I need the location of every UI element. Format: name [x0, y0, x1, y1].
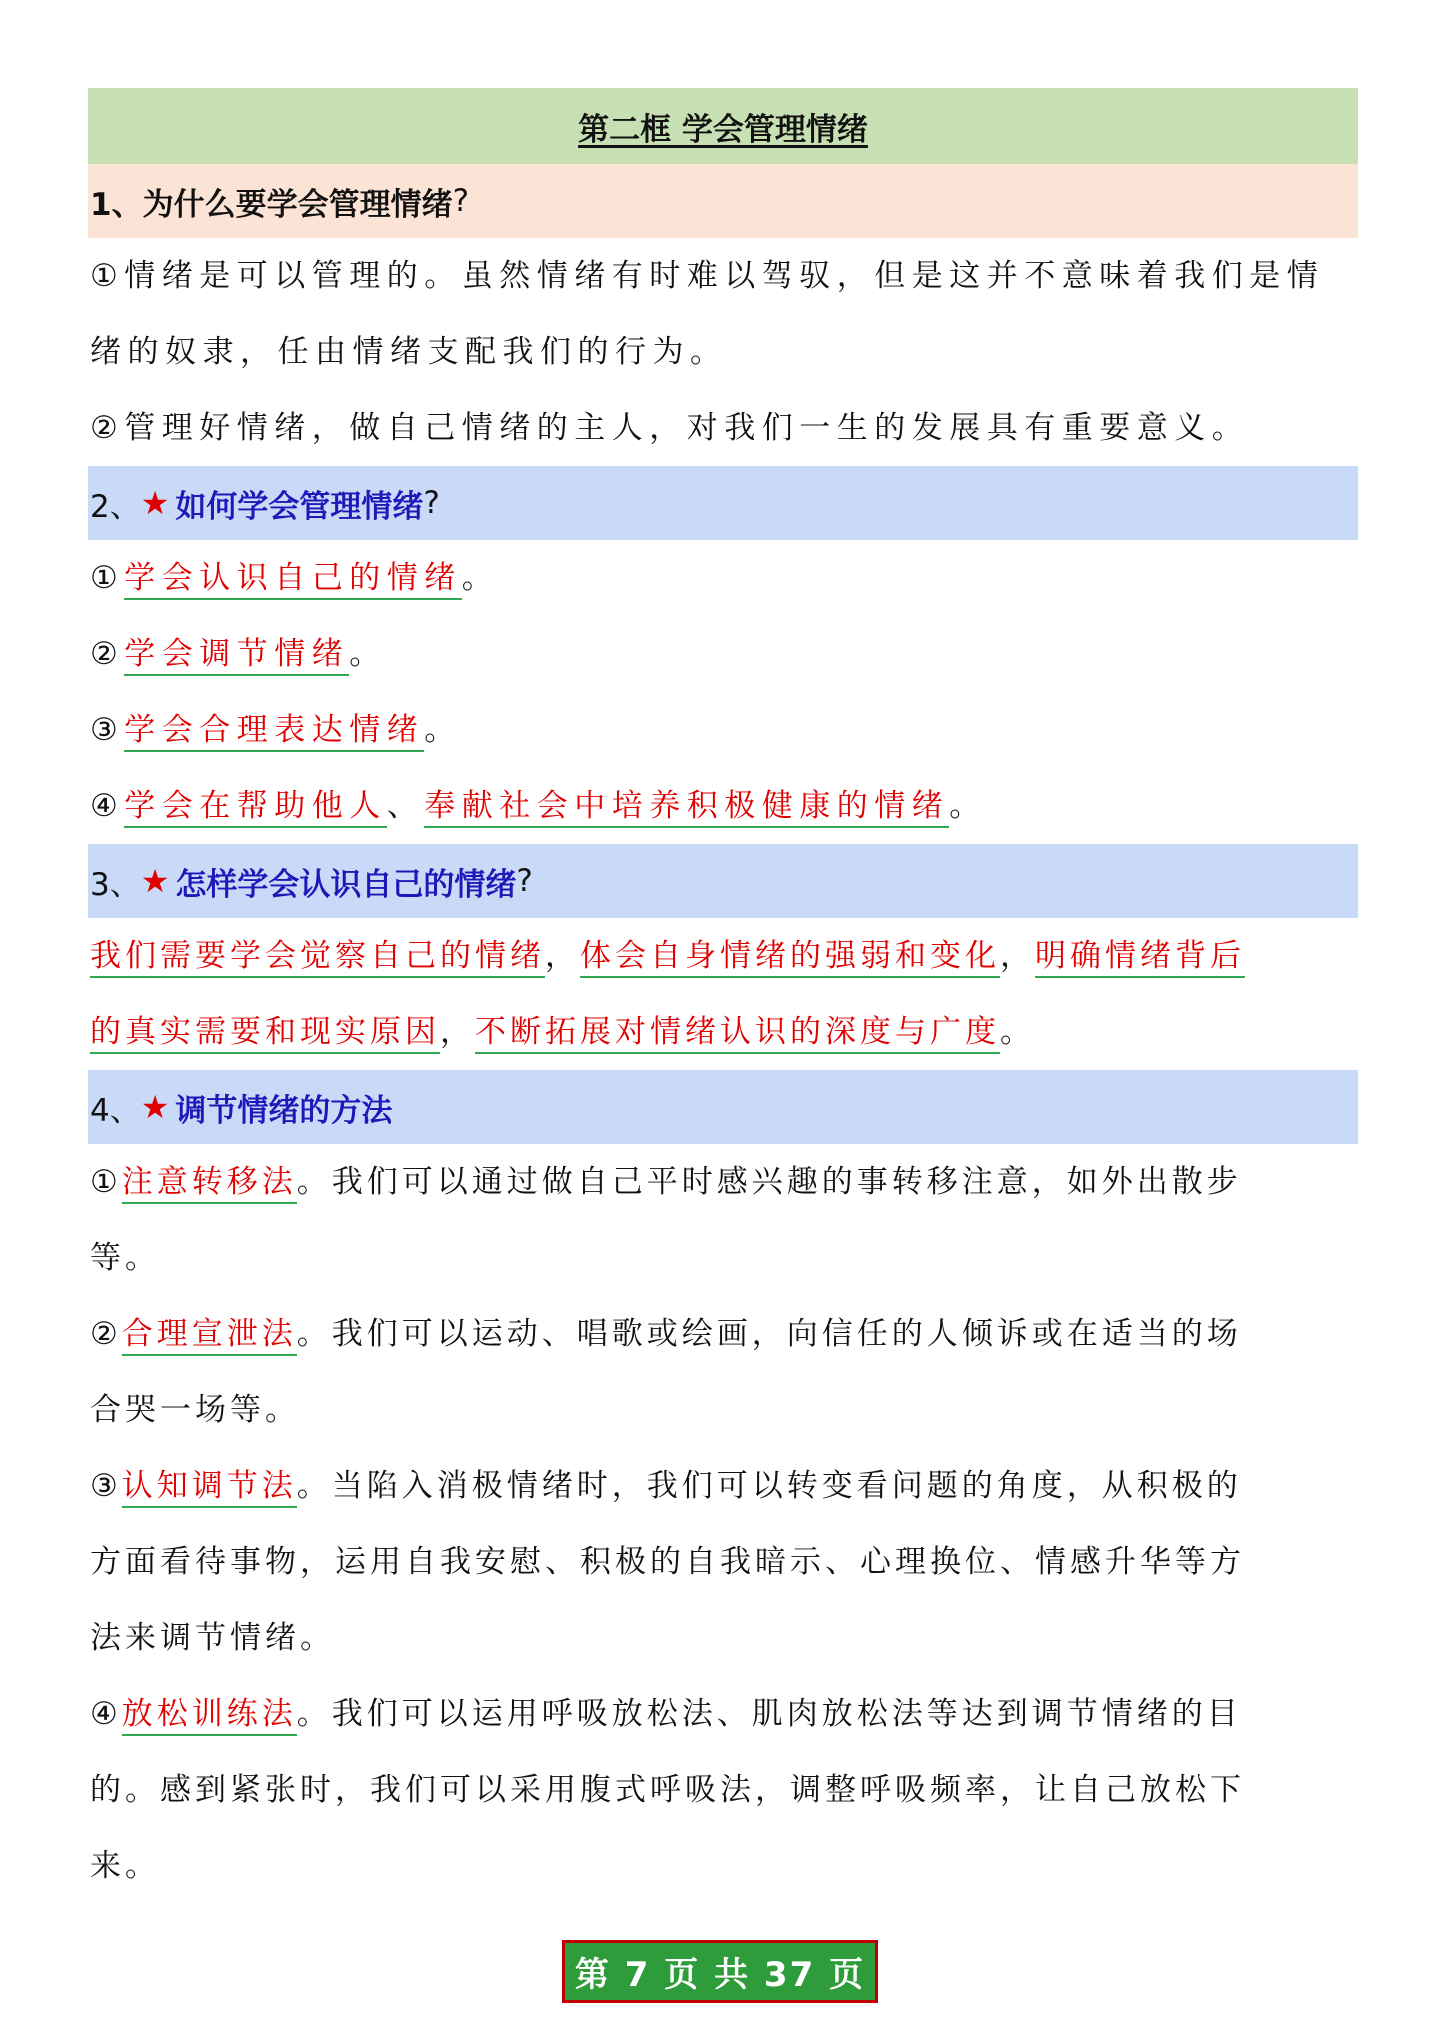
star-icon: ★ [140, 1088, 170, 1126]
key-point: 明确情绪背后 [1035, 938, 1245, 978]
method-4-cont: 的。感到紧张时，我们可以采用腹式呼吸法，调整呼吸频率，让自己放松下 [90, 1772, 1245, 1808]
question-number: 4、 [90, 1092, 141, 1129]
key-point: 奉献社会中培养积极健康的情绪 [424, 788, 949, 828]
section-title-bar [88, 88, 1358, 164]
question-1-header [88, 164, 1358, 238]
method-description: 。我们可以通过做自己平时感兴趣的事转移注意，如外出散步 [296, 1164, 1242, 1200]
punctuation: ， [440, 1014, 475, 1050]
item-marker: ② [90, 636, 125, 672]
method-name: 认知调节法 [122, 1468, 297, 1508]
answer-3-line [88, 994, 1358, 1070]
key-point: 不断拓展对情绪认识的深度与广度 [475, 1014, 1000, 1054]
key-point: 体会自身情绪的强弱和变化 [580, 938, 1000, 978]
method-description: 。我们可以运用呼吸放松法、肌肉放松法等达到调节情绪的目 [296, 1696, 1242, 1732]
method-name: 合理宣泄法 [122, 1316, 297, 1356]
answer-1-line: 绪的奴隶，任由情绪支配我们的行为。 [90, 334, 728, 370]
answer-2-item [88, 540, 1358, 616]
question-4-header [88, 1070, 1358, 1144]
question-mark: ? [423, 485, 440, 521]
punctuation: 、 [386, 788, 425, 824]
method-3 [88, 1448, 1358, 1524]
answer-3-line [88, 918, 1358, 994]
punctuation: ， [1000, 938, 1035, 974]
punctuation: 。 [1000, 1014, 1035, 1050]
answer-1-line: ②管理好情绪，做自己情绪的主人，对我们一生的发展具有重要意义。 [90, 410, 1250, 446]
question-number: 3、 [90, 866, 141, 903]
key-point: 我们需要学会觉察自己的情绪 [90, 938, 545, 978]
method-2 [88, 1296, 1358, 1372]
method-description: 。当陷入消极情绪时，我们可以转变看问题的角度，从积极的 [296, 1468, 1242, 1504]
item-marker: ① [90, 1164, 122, 1200]
page-footer [0, 1940, 1440, 2003]
question-mark: ? [452, 183, 470, 219]
punctuation: 。 [349, 636, 387, 672]
question-2-header [88, 466, 1358, 540]
punctuation: ， [545, 938, 580, 974]
item-marker: ④ [90, 788, 125, 824]
method-name: 放松训练法 [122, 1696, 297, 1736]
section-title: 第二框 学会管理情绪 [578, 111, 868, 148]
star-icon: ★ [140, 484, 170, 522]
question-mark: ? [516, 863, 533, 899]
item-marker: ③ [90, 1468, 122, 1504]
key-point: 学会合理表达情绪 [124, 712, 424, 752]
punctuation: 。 [424, 712, 462, 748]
question-1-text: 1、为什么要学会管理情绪 [90, 186, 453, 223]
method-1 [88, 1144, 1358, 1220]
question-number: 2、 [90, 488, 141, 525]
answer-2-item [88, 768, 1358, 844]
question-4-text: 调节情绪的方法 [175, 1092, 393, 1129]
item-marker: ③ [90, 712, 125, 748]
item-marker: ④ [90, 1696, 122, 1732]
question-3-text: 怎样学会认识自己的情绪 [175, 866, 517, 903]
method-3-cont: 方面看待事物，运用自我安慰、积极的自我暗示、心理换位、情感升华等方 [90, 1544, 1245, 1580]
key-point: 学会在帮助他人 [124, 788, 387, 828]
method-3-cont: 法来调节情绪。 [90, 1620, 335, 1656]
method-4 [88, 1676, 1358, 1752]
star-icon: ★ [140, 862, 170, 900]
answer-2-item [88, 692, 1358, 768]
method-1-cont: 等。 [90, 1240, 160, 1276]
key-point: 学会调节情绪 [124, 636, 349, 676]
question-2-text: 如何学会管理情绪 [175, 488, 424, 525]
punctuation: 。 [461, 560, 500, 596]
page-content [88, 88, 1358, 1904]
key-point: 的真实需要和现实原因 [90, 1014, 440, 1054]
punctuation: 。 [949, 788, 987, 824]
answer-2-item [88, 616, 1358, 692]
method-4-cont: 来。 [90, 1848, 160, 1884]
question-3-header [88, 844, 1358, 918]
item-marker: ② [90, 1316, 122, 1352]
method-description: 。我们可以运动、唱歌或绘画，向信任的人倾诉或在适当的场 [296, 1316, 1242, 1352]
answer-1-line: ①情绪是可以管理的。虽然情绪有时难以驾驭，但是这并不意味着我们是情 [90, 258, 1325, 294]
page-number: 第 7 页 共 37 页 [562, 1940, 878, 2003]
item-marker: ① [90, 560, 125, 596]
key-point: 学会认识自己的情绪 [124, 560, 462, 600]
method-2-cont: 合哭一场等。 [90, 1392, 300, 1428]
method-name: 注意转移法 [122, 1164, 297, 1204]
